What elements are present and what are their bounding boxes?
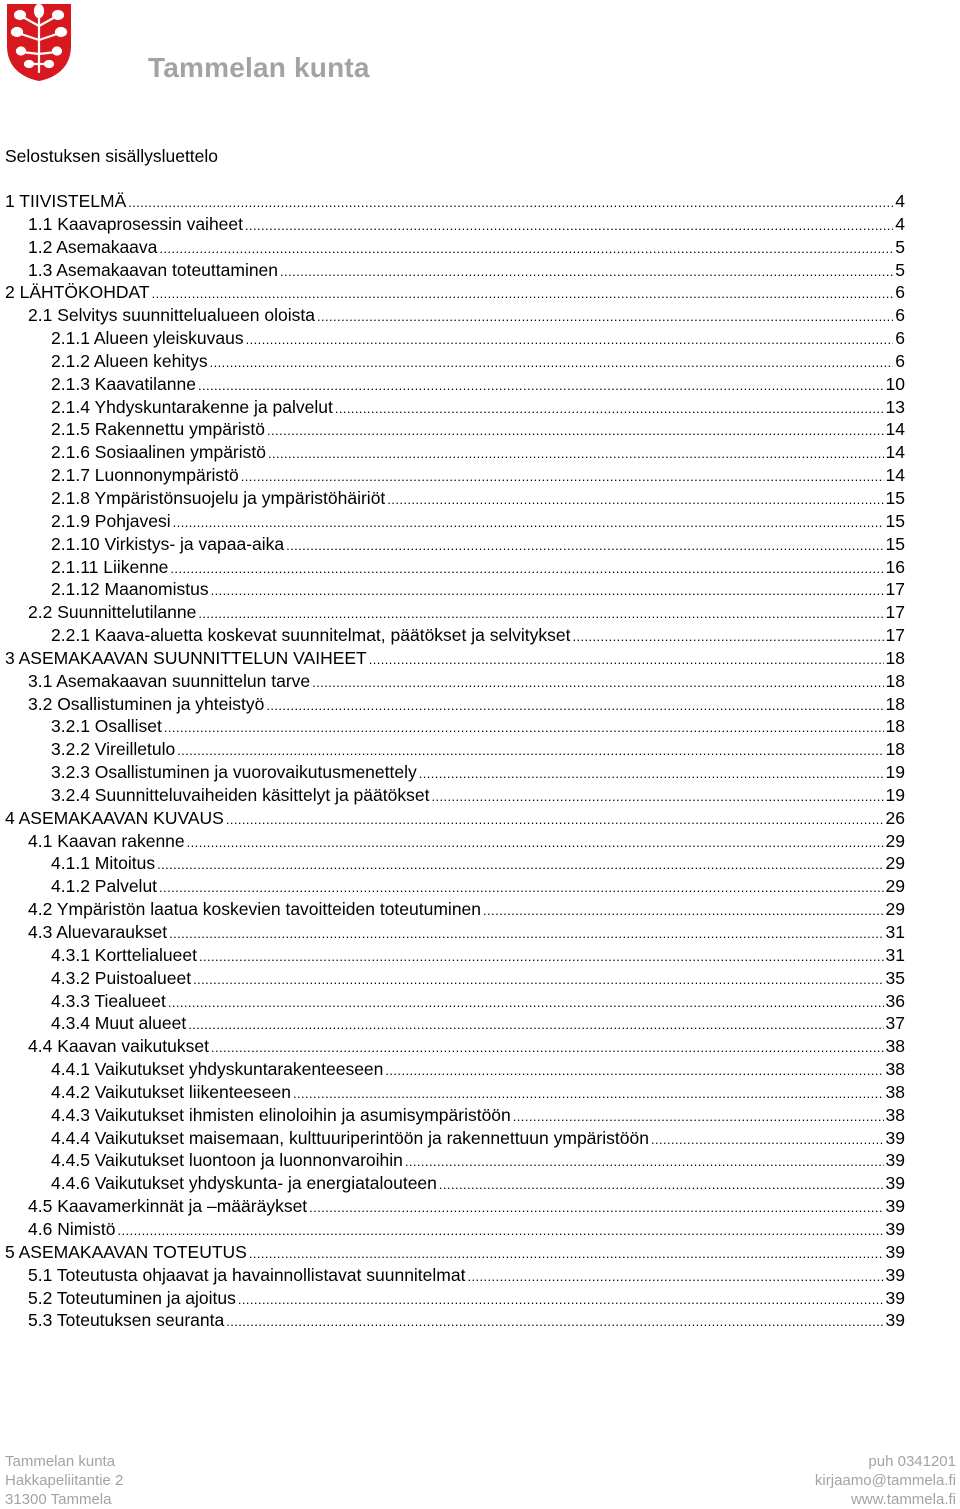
toc-entry-title: 3.2.4 Suunnitteluvaiheiden käsittelyt ja päätökset bbox=[51, 784, 430, 805]
toc-dot-leader bbox=[173, 512, 884, 535]
toc-entry[interactable] bbox=[5, 281, 905, 304]
toc-dot-leader bbox=[286, 535, 883, 558]
toc-entry-page: 39 bbox=[885, 1127, 905, 1148]
toc-entry-page: 38 bbox=[885, 1036, 905, 1057]
toc-entry-page: 16 bbox=[885, 556, 905, 577]
toc-entry[interactable] bbox=[5, 418, 905, 441]
toc-dot-leader bbox=[267, 420, 884, 443]
toc-entry-title: 4.4 Kaavan vaikutukset bbox=[28, 1036, 209, 1057]
toc-entry-title: 4.4.4 Vaikutukset maisemaan, kulttuuriperintöön ja rakennettuun ympäristöön bbox=[51, 1127, 649, 1148]
toc-entry-title: 4.1.1 Mitoitus bbox=[51, 853, 156, 874]
table-of-contents bbox=[5, 190, 905, 1332]
toc-entry-page: 39 bbox=[885, 1264, 905, 1285]
toc-entry[interactable] bbox=[5, 350, 905, 373]
toc-dot-leader bbox=[188, 1014, 883, 1037]
toc-entry-page: 31 bbox=[885, 922, 905, 942]
toc-entry-page: 19 bbox=[885, 762, 905, 783]
toc-entry-page: 18 bbox=[885, 716, 905, 737]
toc-entry[interactable] bbox=[5, 1058, 905, 1081]
toc-dot-leader bbox=[387, 489, 883, 512]
toc-entry-title: 2.1.2 Alueen kehitys bbox=[51, 350, 208, 371]
toc-entry[interactable] bbox=[5, 601, 905, 624]
toc-entry-page: 5 bbox=[895, 259, 905, 280]
toc-dot-leader bbox=[431, 786, 883, 809]
toc-entry-title: 2.1.9 Pohjavesi bbox=[51, 510, 171, 531]
toc-entry[interactable] bbox=[5, 784, 905, 807]
toc-dot-leader bbox=[210, 352, 894, 375]
toc-entry-title: 3.2.3 Osallistuminen ja vuorovaikutusmenettely bbox=[51, 762, 417, 783]
toc-entry-page: 31 bbox=[885, 944, 905, 965]
footer-website[interactable]: www.tammela.fi bbox=[850, 1491, 956, 1508]
toc-entry-title: 2.1.7 Luonnonympäristö bbox=[51, 465, 239, 486]
toc-entry[interactable] bbox=[5, 1264, 905, 1287]
toc-dot-leader bbox=[439, 1174, 884, 1197]
footer-org-name: Tammelan kunta bbox=[5, 1453, 116, 1470]
toc-entry-page: 4 bbox=[895, 213, 905, 234]
toc-dot-leader bbox=[241, 466, 884, 489]
toc-entry-page: 29 bbox=[885, 830, 905, 851]
toc-entry-page: 18 bbox=[885, 739, 905, 760]
footer-postal: 31300 Tammela bbox=[5, 1491, 112, 1508]
toc-entry-title: 2.1.8 Ympäristönsuojelu ja ympäristöhäiriöt bbox=[51, 487, 386, 508]
toc-entry-title: 4.3.4 Muut alueet bbox=[51, 1013, 187, 1034]
toc-entry[interactable] bbox=[5, 259, 905, 282]
toc-dot-leader bbox=[164, 717, 884, 740]
toc-dot-leader bbox=[249, 1243, 884, 1266]
toc-entry-page: 39 bbox=[885, 1150, 905, 1171]
toc-entry[interactable] bbox=[5, 441, 905, 464]
toc-entry-title: 2.1.4 Yhdyskuntarakenne ja palvelut bbox=[51, 396, 333, 417]
toc-entry[interactable] bbox=[5, 624, 905, 647]
toc-entry-page: 18 bbox=[885, 647, 905, 668]
toc-entry-page: 17 bbox=[885, 602, 905, 623]
toc-dot-leader bbox=[159, 877, 883, 900]
toc-dot-leader bbox=[293, 1083, 884, 1106]
toc-entry-title: 1.3 Asemakaavan toteuttaminen bbox=[28, 259, 279, 280]
toc-dot-leader bbox=[246, 329, 894, 352]
toc-dot-leader bbox=[198, 603, 883, 626]
toc-entry-page: 36 bbox=[885, 990, 905, 1011]
toc-entry[interactable] bbox=[5, 1104, 905, 1127]
toc-dot-leader bbox=[245, 215, 893, 238]
page-title: Selostuksen sisällysluettelo bbox=[5, 146, 219, 166]
toc-entry-page: 6 bbox=[895, 350, 905, 371]
toc-dot-leader bbox=[169, 923, 883, 946]
toc-entry-page: 38 bbox=[885, 1104, 905, 1125]
toc-entry-page: 6 bbox=[895, 328, 905, 349]
toc-dot-leader bbox=[152, 283, 894, 306]
toc-entry[interactable] bbox=[5, 738, 905, 761]
toc-entry-page: 13 bbox=[885, 396, 905, 417]
toc-dot-leader bbox=[118, 1220, 884, 1243]
toc-entry-page: 6 bbox=[895, 305, 905, 326]
toc-entry[interactable] bbox=[5, 464, 905, 487]
toc-entry[interactable] bbox=[5, 990, 905, 1013]
toc-dot-leader bbox=[226, 1311, 883, 1334]
toc-entry[interactable] bbox=[5, 510, 905, 533]
toc-entry[interactable] bbox=[5, 967, 905, 990]
toc-entry-title: 4.4.5 Vaikutukset luontoon ja luonnonvaroihin bbox=[51, 1150, 403, 1171]
toc-entry-title: 4.4.1 Vaikutukset yhdyskuntarakenteeseen bbox=[51, 1059, 384, 1080]
toc-dot-leader bbox=[335, 398, 884, 421]
toc-entry-page: 15 bbox=[885, 487, 905, 508]
toc-entry[interactable] bbox=[5, 236, 905, 259]
toc-entry[interactable] bbox=[5, 921, 905, 944]
toc-dot-leader bbox=[211, 580, 884, 603]
toc-dot-leader bbox=[211, 1037, 884, 1060]
toc-entry-title: 2.1.10 Virkistys- ja vapaa-aika bbox=[51, 533, 285, 554]
toc-entry-page: 18 bbox=[885, 693, 905, 714]
toc-dot-leader bbox=[199, 946, 884, 969]
toc-entry-page: 29 bbox=[885, 899, 905, 920]
toc-entry-title: 2.1.5 Rakennettu ympäristö bbox=[51, 419, 266, 440]
toc-entry[interactable] bbox=[5, 898, 905, 921]
toc-entry[interactable] bbox=[5, 327, 905, 350]
toc-dot-leader bbox=[369, 649, 884, 672]
toc-entry[interactable] bbox=[5, 373, 905, 396]
toc-entry-page: 19 bbox=[885, 784, 905, 805]
toc-entry-page: 18 bbox=[885, 670, 905, 691]
toc-entry[interactable] bbox=[5, 807, 905, 830]
toc-entry-page: 29 bbox=[885, 853, 905, 874]
toc-entry-title: 4.3.1 Korttelialueet bbox=[51, 944, 197, 965]
toc-dot-leader bbox=[483, 900, 884, 923]
toc-dot-leader bbox=[266, 695, 883, 718]
toc-entry[interactable] bbox=[5, 944, 905, 967]
toc-entry-title: 3.1 Asemakaavan suunnittelun tarve bbox=[28, 670, 311, 691]
toc-entry-title: 4.4.6 Vaikutukset yhdyskunta- ja energiatalouteen bbox=[51, 1173, 437, 1194]
toc-dot-leader bbox=[226, 809, 884, 832]
toc-dot-leader bbox=[168, 992, 884, 1015]
toc-dot-leader bbox=[513, 1106, 884, 1129]
toc-entry[interactable] bbox=[5, 1218, 905, 1241]
org-title: Tammelan kunta bbox=[148, 52, 370, 83]
toc-entry[interactable] bbox=[5, 556, 905, 579]
toc-entry[interactable] bbox=[5, 830, 905, 853]
toc-entry-title: 4.5 Kaavamerkinnät ja –määräykset bbox=[28, 1196, 308, 1217]
toc-entry-title: 4.1 Kaavan rakenne bbox=[28, 830, 185, 851]
toc-dot-leader bbox=[198, 375, 884, 398]
toc-dot-leader bbox=[651, 1129, 884, 1152]
toc-entry-title: 4.1.2 Palvelut bbox=[51, 876, 158, 897]
toc-dot-leader bbox=[467, 1266, 883, 1289]
toc-dot-leader bbox=[405, 1151, 884, 1174]
toc-entry[interactable] bbox=[5, 693, 905, 716]
toc-dot-leader bbox=[309, 1197, 883, 1220]
toc-entry-title: 5.1 Toteutusta ohjaavat ja havainnollistavat suunnitelmat bbox=[28, 1264, 466, 1285]
toc-entry-page: 37 bbox=[885, 1013, 905, 1034]
toc-entry-title: 2.1 Selvitys suunnittelualueen oloista bbox=[28, 305, 315, 326]
toc-entry-page: 39 bbox=[885, 1196, 905, 1217]
toc-entry-title: 2.1.3 Kaavatilanne bbox=[51, 373, 196, 394]
toc-entry[interactable] bbox=[5, 1309, 905, 1332]
toc-dot-leader bbox=[238, 1289, 884, 1312]
toc-entry[interactable] bbox=[5, 670, 905, 693]
toc-dot-leader bbox=[268, 443, 884, 466]
toc-entry-page: 29 bbox=[885, 876, 905, 897]
toc-dot-leader bbox=[312, 672, 883, 695]
toc-entry-page: 4 bbox=[895, 191, 905, 211]
toc-entry-title: 4.4.3 Vaikutukset ihmisten elinoloihin ja asumisympäristöön bbox=[51, 1104, 511, 1125]
footer-email[interactable]: kirjaamo@tammela.fi bbox=[814, 1472, 956, 1489]
footer-phone: puh 0341201 bbox=[868, 1453, 956, 1470]
toc-entry[interactable] bbox=[5, 396, 905, 419]
toc-entry-page: 26 bbox=[885, 807, 905, 828]
toc-entry[interactable] bbox=[5, 715, 905, 738]
toc-dot-leader bbox=[193, 969, 883, 992]
toc-entry-title: 2.1.11 Liikenne bbox=[51, 556, 169, 577]
footer-street: Hakkapeliitantie 2 bbox=[5, 1472, 124, 1489]
toc-entry[interactable] bbox=[5, 1172, 905, 1195]
toc-dot-leader bbox=[177, 740, 883, 763]
toc-dot-leader bbox=[385, 1060, 883, 1083]
toc-entry[interactable] bbox=[5, 647, 905, 670]
toc-entry-page: 17 bbox=[885, 625, 905, 646]
toc-entry[interactable] bbox=[5, 1287, 905, 1310]
toc-dot-leader bbox=[128, 192, 893, 215]
toc-entry[interactable] bbox=[5, 1241, 905, 1264]
toc-entry-title: 4.3.2 Puistoalueet bbox=[51, 967, 192, 988]
toc-entry-title: 3.2 Osallistuminen ja yhteistyö bbox=[28, 693, 265, 714]
toc-entry[interactable] bbox=[5, 304, 905, 327]
toc-entry-title: 2.2.1 Kaava-aluetta koskevat suunnitelmat, päätökset ja selvitykset bbox=[51, 625, 571, 646]
toc-dot-leader bbox=[170, 558, 883, 581]
toc-entry-page: 39 bbox=[885, 1287, 905, 1308]
toc-entry-page: 39 bbox=[885, 1218, 905, 1239]
toc-entry-page: 5 bbox=[895, 236, 905, 257]
toc-entry-title: 3 ASEMAKAAVAN SUUNNITTELUN VAIHEET bbox=[5, 647, 367, 668]
toc-entry-title: 5.2 Toteutuminen ja ajoitus bbox=[28, 1287, 236, 1308]
toc-entry[interactable] bbox=[5, 1081, 905, 1104]
toc-entry-title: 2.1.12 Maanomistus bbox=[51, 579, 209, 600]
toc-entry[interactable] bbox=[5, 533, 905, 556]
toc-entry[interactable] bbox=[5, 1012, 905, 1035]
toc-entry-page: 39 bbox=[885, 1173, 905, 1194]
toc-entry-page: 14 bbox=[885, 465, 905, 486]
toc-entry-title: 2.2 Suunnittelutilanne bbox=[28, 602, 197, 623]
toc-entry[interactable] bbox=[5, 487, 905, 510]
toc-entry-title: 2.1.1 Alueen yleiskuvaus bbox=[51, 328, 244, 349]
toc-entry-title: 1 TIIVISTELMÄ bbox=[5, 191, 127, 211]
toc-entry-page: 35 bbox=[885, 967, 905, 988]
toc-dot-leader bbox=[572, 626, 883, 649]
toc-entry-title: 5.3 Toteutuksen seuranta bbox=[28, 1310, 225, 1331]
toc-entry-title: 4.2 Ympäristön laatua koskevien tavoitteiden toteutuminen bbox=[28, 899, 482, 920]
toc-entry-title: 3.2.1 Osalliset bbox=[51, 716, 162, 737]
toc-entry-title: 4.3.3 Tiealueet bbox=[51, 990, 166, 1011]
toc-entry-page: 39 bbox=[885, 1310, 905, 1331]
toc-entry[interactable] bbox=[5, 1127, 905, 1150]
toc-dot-leader bbox=[419, 763, 884, 786]
toc-entry-page: 39 bbox=[885, 1241, 905, 1262]
toc-entry-page: 14 bbox=[885, 419, 905, 440]
toc-entry[interactable] bbox=[5, 1149, 905, 1172]
toc-entry-title: 5 ASEMAKAAVAN TOTEUTUS bbox=[5, 1241, 247, 1262]
toc-entry-title: 3.2.2 Vireilletulo bbox=[51, 739, 176, 760]
footer-address bbox=[5, 1452, 123, 1509]
toc-entry-title: 4.6 Nimistö bbox=[28, 1218, 116, 1239]
toc-entry[interactable] bbox=[5, 875, 905, 898]
toc-entry[interactable] bbox=[5, 190, 905, 213]
toc-entry-page: 17 bbox=[885, 579, 905, 600]
toc-dot-leader bbox=[157, 854, 883, 877]
toc-entry-page: 6 bbox=[895, 282, 905, 303]
toc-entry[interactable] bbox=[5, 578, 905, 601]
toc-dot-leader bbox=[159, 238, 893, 261]
toc-entry[interactable] bbox=[5, 213, 905, 236]
toc-dot-leader bbox=[317, 306, 893, 329]
toc-entry-title: 2 LÄHTÖKOHDAT bbox=[5, 282, 150, 303]
toc-entry-page: 38 bbox=[885, 1059, 905, 1080]
toc-entry-title: 2.1.6 Sosiaalinen ympäristö bbox=[51, 442, 266, 463]
toc-entry-title: 1.2 Asemakaava bbox=[28, 236, 158, 257]
municipal-crest-logo bbox=[5, 2, 73, 82]
toc-entry-page: 15 bbox=[885, 510, 905, 531]
toc-entry-title: 4 ASEMAKAAVAN KUVAUS bbox=[5, 807, 224, 828]
toc-entry-page: 10 bbox=[885, 373, 905, 394]
toc-entry[interactable] bbox=[5, 852, 905, 875]
toc-entry-page: 38 bbox=[885, 1081, 905, 1102]
toc-dot-leader bbox=[280, 261, 893, 284]
toc-entry-title: 1.1 Kaavaprosessin vaiheet bbox=[28, 213, 243, 234]
toc-entry[interactable] bbox=[5, 1195, 905, 1218]
toc-entry-page: 15 bbox=[885, 533, 905, 554]
toc-entry[interactable] bbox=[5, 1035, 905, 1058]
toc-entry-page: 14 bbox=[885, 442, 905, 463]
footer-contact bbox=[815, 1452, 956, 1509]
toc-dot-leader bbox=[187, 832, 884, 855]
toc-entry-title: 4.4.2 Vaikutukset liikenteeseen bbox=[51, 1081, 291, 1102]
toc-entry[interactable] bbox=[5, 761, 905, 784]
toc-entry-title: 4.3 Aluevaraukset bbox=[28, 922, 168, 942]
